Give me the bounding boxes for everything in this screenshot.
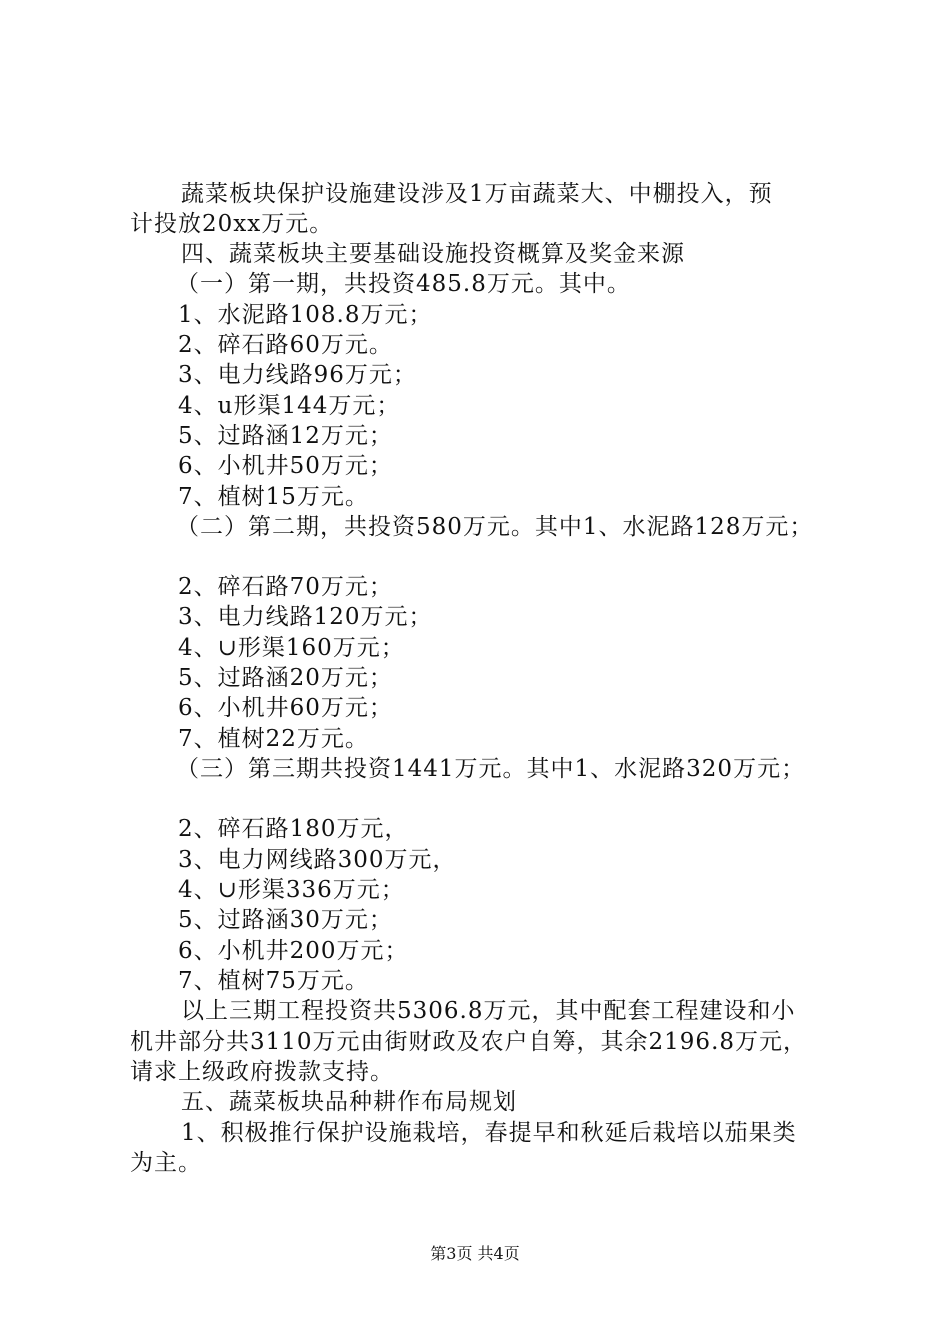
list-item: 6、小机井60万元； [178,695,393,721]
section-heading: 五、蔬菜板块品种耕作布局规划 [181,1089,517,1115]
paragraph-line: 机井部分共3110万元由街财政及农户自筹，其余2196.8万元， [130,1029,808,1055]
subsection-heading: （一）第一期，共投资485.8万元。其中。 [176,271,631,297]
list-item: 6、小机井50万元； [178,453,393,479]
paragraph-line: 1、积极推行保护设施栽培，春提早和秋延后栽培以茄果类 [181,1120,797,1146]
list-item: 2、碎石路70万元； [178,574,393,600]
list-item: 4、∪形渠160万元； [178,635,405,661]
subsection-heading: （三）第三期共投资1441万元。其中1、水泥路320万元； [176,756,806,782]
list-item: 3、电力线路120万元； [178,604,433,630]
page-number: 第3页 [430,1244,473,1263]
list-item: 7、植树15万元。 [178,484,369,510]
list-item: 5、过路涵20万元； [178,665,393,691]
list-item: 2、碎石路180万元， [178,816,409,842]
list-item: 3、电力网线路300万元， [178,847,457,873]
list-item: 2、碎石路60万元。 [178,332,393,358]
section-heading: 四、蔬菜板块主要基础设施投资概算及奖金来源 [181,241,685,267]
list-item: 5、过路涵30万元； [178,907,393,933]
list-item: 4、u形渠144万元； [178,393,401,419]
paragraph-line: 为主。 [130,1150,202,1176]
subsection-heading: （二）第二期，共投资580万元。其中1、水泥路128万元； [176,514,814,540]
paragraph-line: 请求上级政府拨款支持。 [130,1059,394,1085]
list-item: 3、电力线路96万元； [178,362,417,388]
paragraph-line: 蔬菜板块保护设施建设涉及1万亩蔬菜大、中棚投入，预 [181,181,773,207]
paragraph-line: 以上三期工程投资共5306.8万元，其中配套工程建设和小 [181,998,796,1024]
paragraph-line: 计投放20xx万元。 [130,211,334,237]
page-footer [0,1244,950,1264]
list-item: 7、植树22万元。 [178,726,369,752]
list-item: 5、过路涵12万元； [178,423,393,449]
list-item: 1、水泥路108.8万元； [178,302,433,328]
page-total: 共4页 [477,1244,520,1263]
list-item: 4、∪形渠336万元； [178,877,405,903]
list-item: 7、植树75万元。 [178,968,369,994]
list-item: 6、小机井200万元； [178,938,409,964]
